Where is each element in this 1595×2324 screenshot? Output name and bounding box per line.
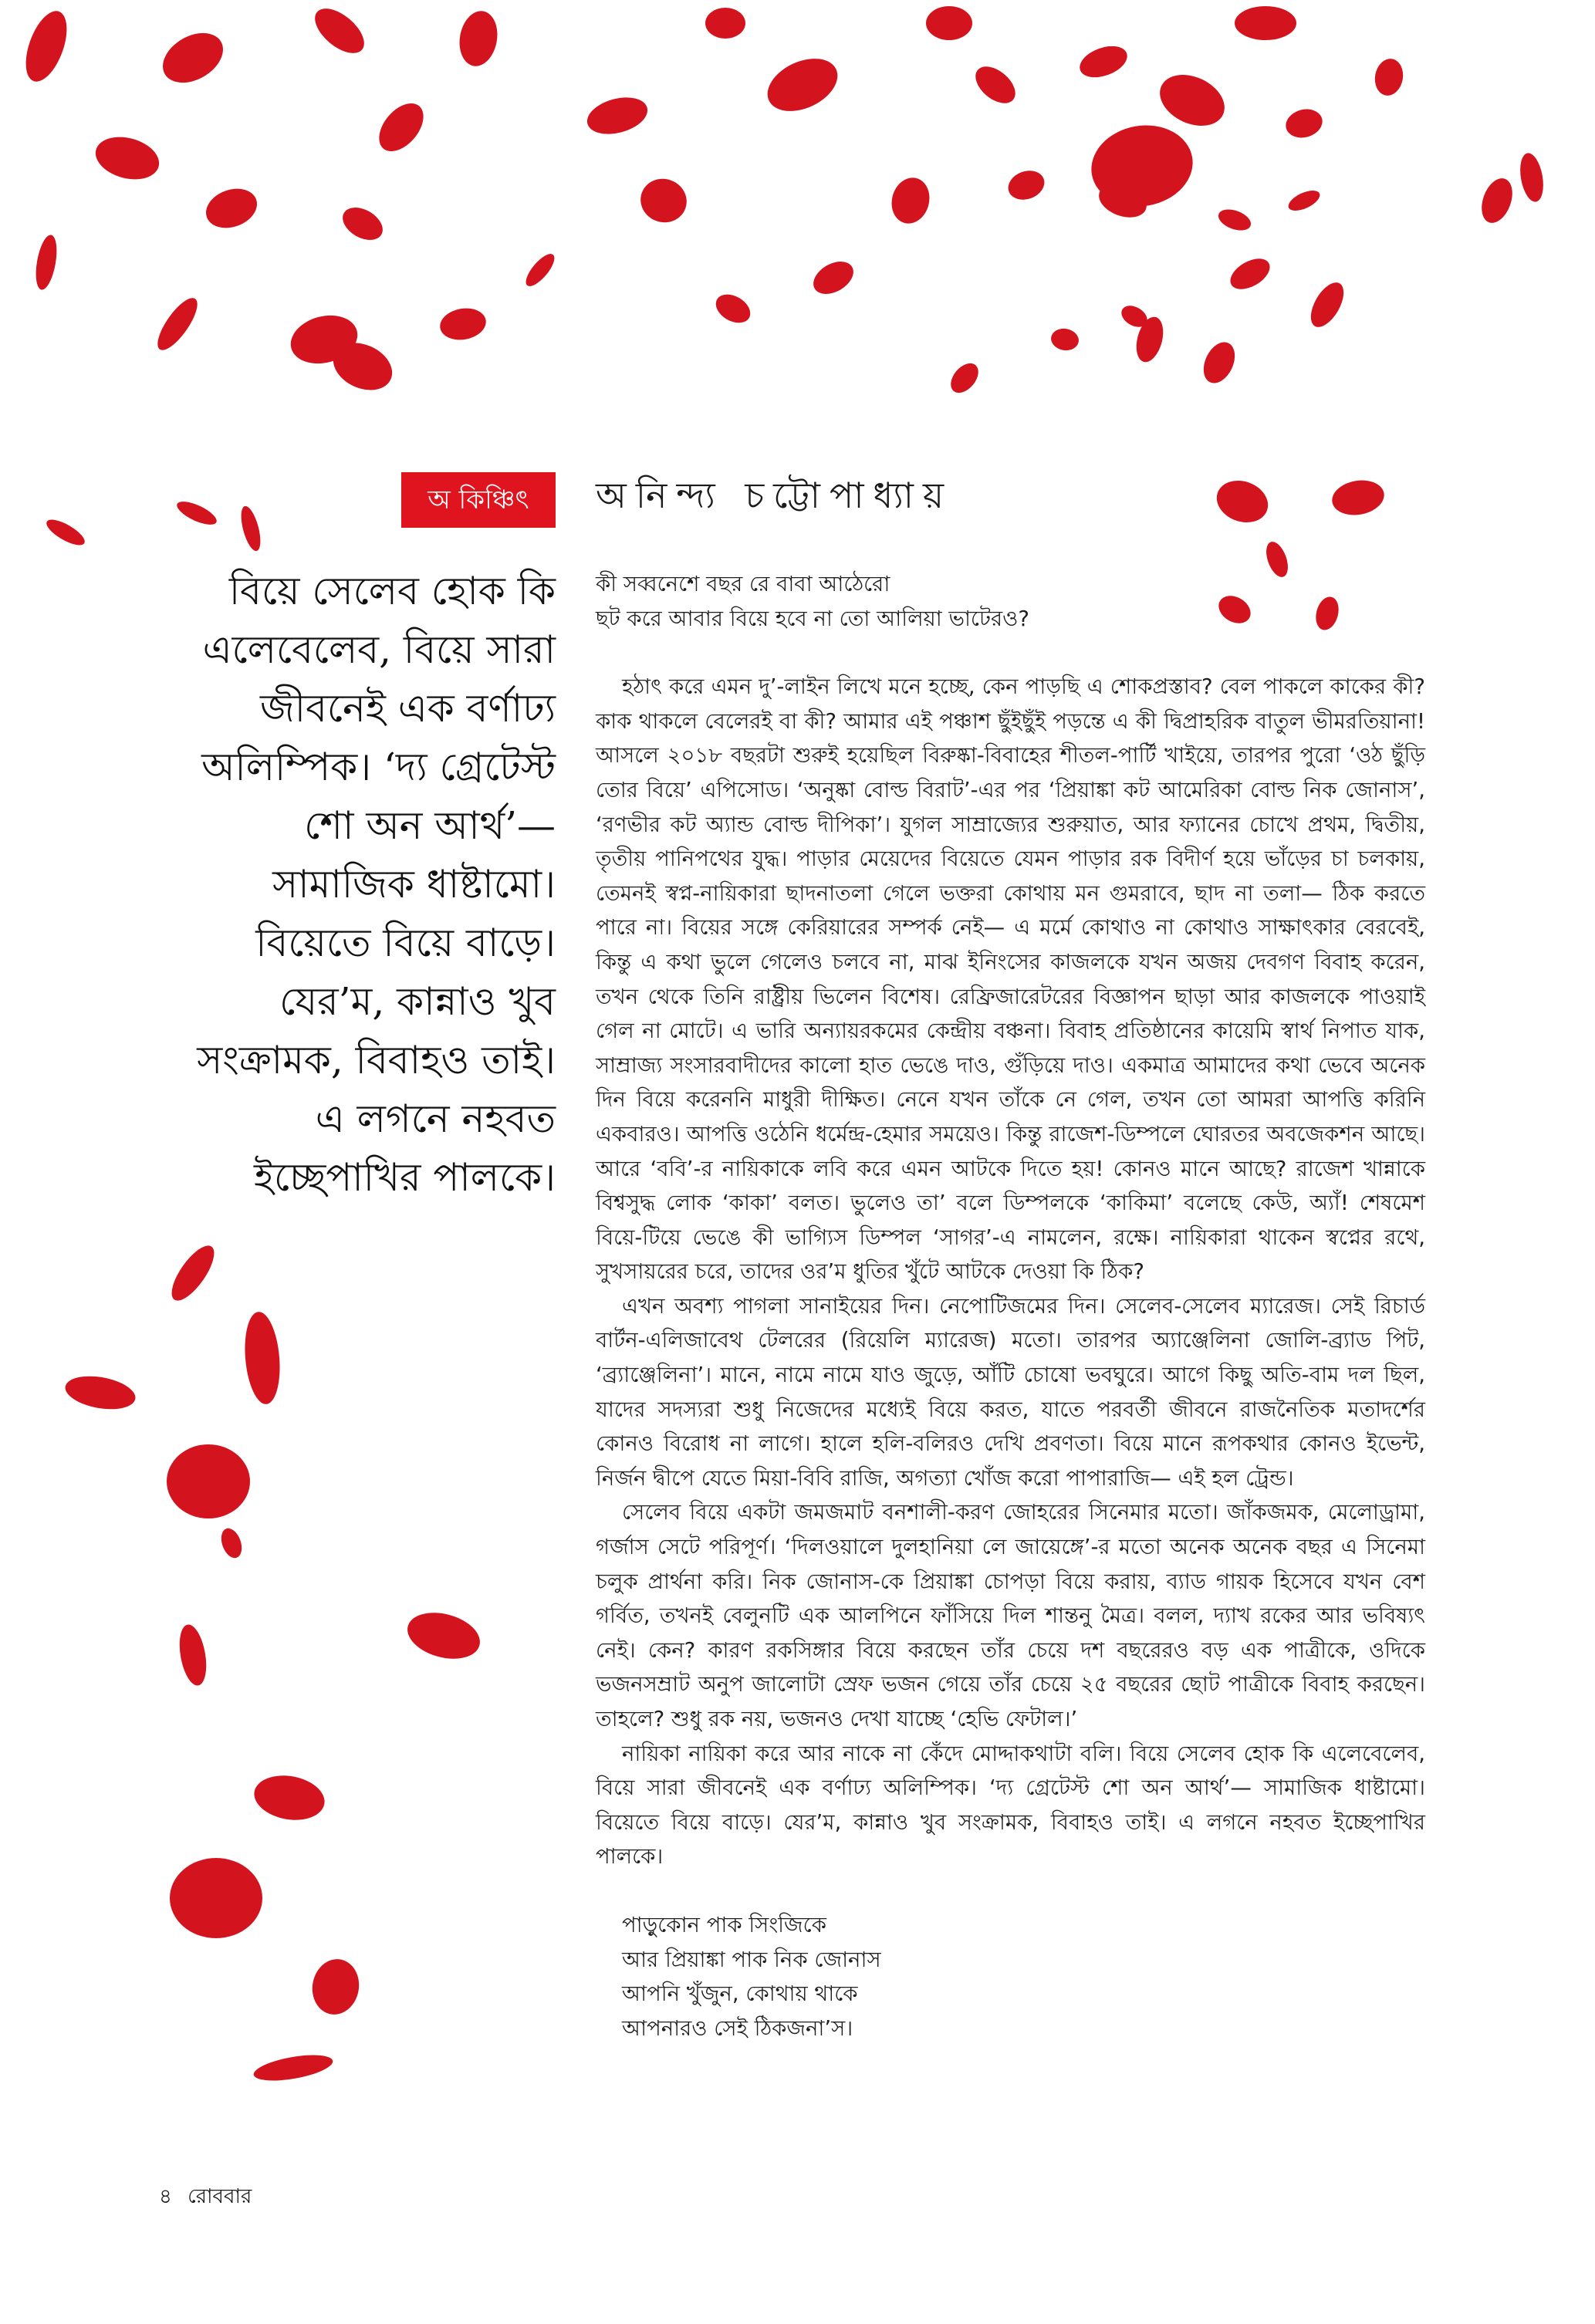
pull-quote-line: অলিম্পিক। ‘দ্য গ্রেটেস্ট: [201, 745, 556, 789]
section-tag: অ কিঞ্চিৎ: [401, 472, 556, 528]
pull-quote-line: এলেবেলেব, বিয়ে সারা: [202, 627, 556, 672]
pull-quote-line: সামাজিক ধাষ্টামো।: [272, 862, 556, 907]
magazine-name: রোববার: [188, 2185, 252, 2208]
pull-quote: [123, 562, 556, 1207]
pull-quote-line: ইচ্ছেপাখির পালকে।: [253, 1155, 556, 1200]
verse-line: পাড়ুকোন পাক সিংজিকে: [622, 1912, 826, 1937]
article-paragraph: নায়িকা নায়িকা করে আর নাকে না কেঁদে মোদ্দাকথাটা বলি। বিয়ে সেলেব হোক কি এলেবেলেব, বিয়ে সারা জীবনেই এক বর্ণাঢ্য অলিম্পিক। ‘দ্য গ্রেটেস্ট শো অন আর্থ’— সামাজিক ধাষ্টামো। বিয়েতে বিয়ে বাড়ে। যের’ম, কান্নাও খুব সংক্রামক, বিবাহও তাই। এ লগনে নহবত ইচ্ছেপাখির পালকে।: [596, 1741, 1425, 1870]
verse-line: কী সব্বনেশে বছর রে বাবা আঠেরো: [596, 572, 890, 596]
pull-quote-line: বিয়ে সেলেব হোক কি: [228, 569, 556, 613]
article-paragraph: হঠাৎ করে এমন দু’-লাইন লিখে মনে হচ্ছে, কেন পাড়ছি এ শোকপ্রস্তাব? বেল পাকলে কাকের কী? কাক থাকলে বেলেরই বা কী? আমার এই পঞ্চাশ ছুঁইছুঁই পড়ন্তে এ কী দ্বিপ্রাহরিক বাতুল ভীমরতিয়ানা! আসলে ২০১৮ বছরটা শুরুই হয়েছিল বিরুষ্কা-বিবাহের শীতল-পার্টি খাইয়ে, তারপর পুরো ‘ওঠ ছুঁড়ি তোর বিয়ে’ এপিসোড। ‘অনুষ্কা বোল্ড বিরাট’-এর পর ‘প্রিয়াঙ্কা কট আমেরিকা বোল্ড নিক জোনাস’, ‘রণভীর কট অ্যান্ড বোল্ড দীপিকা’। যুগল সাম্রাজ্যের শুরুয়াত, আর ফ্যানের চোখে প্রথম, দ্বিতীয়, তৃতীয় পানিপথের যুদ্ধ। পাড়ার মেয়েদের বিয়েতে যেমন পাড়ার রক বিদীর্ণ হয়ে ভাঁড়ের চা চলকায়, তেমনই স্বপ্ন-নায়িকারা ছাদনাতলা গেলে ভক্তরা কোথায় মন গুমরাবে, ছাদ না তলা— ঠিক করতে পারে না। বিয়ের সঙ্গে কেরিয়ারের সম্পর্ক নেই— এ মর্মে কোথাও না কোথাও সাক্ষাৎকার বেরবেই, কিন্তু এ কথা ভুলে গেলেও চলবে না, মাঝ ইনিংসের কাজলকে যখন অজয় দেবগণ বিবাহ করেন, তখন থেকে তিনি রাষ্ট্রীয় ভিলেন বিশেষ। রেফ্রিজারেটরের বিজ্ঞাপন ছাড়া আর কাজলকে পাওয়াই গেল না মোটে। এ ভারি অন্যায়রকমের কেন্দ্রীয় বঞ্চনা। বিবাহ প্রতিষ্ঠানের কায়েমি স্বার্থ নিপাত যাক, সাম্রাজ্য সংসারবাদীদের কালো হাত ভেঙে দাও, গুঁড়িয়ে দাও। একমাত্র আমাদের কথা ভেবে অনেক দিন বিয়ে করেননি মাধুরী দীক্ষিত। নেনে যখন তাঁকে নে গেল, তখন তো আমরা আপত্তি করিনি একবারও। আপত্তি ওঠেনি ধর্মেন্দ্র-হেমার সময়েও। কিন্তু রাজেশ-ডিম্পলে ঘোরতর অবজেকশন আছে। আরে ‘ববি’-র নায়িকাকে লবি করে এমন আটকে দিতে হয়! কোনও মানে আছে? রাজেশ খান্নাকে বিশ্বসুদ্ধ লোক ‘কাকা’ বলত। ভুলেও তা’ বলে ডিম্পলকে ‘কাকিমা’ বলেছে কেউ, অ্যাঁ! শেষমেশ বিয়ে-টিয়ে ভেঙে কী ভাগ্যিস ডিম্পল ‘সাগর’-এ নামলেন, রক্ষে। নায়িকারা থাকেন স্বপ্নের রথে, সুখসায়রের চরে, তাদের ওর’ম ধুতির খুঁটে আটকে দেওয়া কি ঠিক?: [596, 674, 1425, 1285]
verse-line: ছট করে আবার বিয়ে হবে না তো আলিয়া ভাটেরও?: [596, 606, 1029, 631]
pull-quote-line: শো অন আর্থ’—: [304, 803, 556, 848]
pull-quote-line: সংক্রামক, বিবাহও তাই।: [197, 1038, 556, 1083]
article-body: [596, 567, 1425, 2045]
opening-verse: [596, 567, 1425, 636]
verse-line: আপনি খুঁজুন, কোথায় থাকে: [622, 1981, 858, 2007]
page-number: ৪: [159, 2185, 172, 2208]
pull-quote-line: এ লগনে নহবত: [315, 1096, 556, 1141]
author-name: অনিন্দ্য চট্টোপাধ্যায়: [596, 475, 954, 516]
pull-quote-line: যের’ম, কান্নাও খুব: [279, 979, 556, 1024]
verse-line: আপনারও সেই ঠিকজনা’স।: [622, 2015, 853, 2041]
article-paragraph: সেলেব বিয়ে একটা জমজমাট বনশালী-করণ জোহরের সিনেমার মতো। জাঁকজমক, মেলোড্রামা, গর্জাস সেটে পরিপূর্ণ। ‘দিলওয়ালে দুলহানিয়া লে জায়েঙ্গে’-র মতো অনেক অনেক বছর এ সিনেমা চলুক প্রার্থনা করি। নিক জোনাস-কে প্রিয়াঙ্কা চোপড়া বিয়ে করায়, ব্যাড গায়ক হিসেবে যখন বেশ গর্বিত, তখনই বেলুনটি এক আলপিনে ফাঁসিয়ে দিল শান্তনু মৈত্র। বলল, দ্যাখ রকের আর ভবিষ্যৎ নেই। কেন? কারণ রকসিঙ্গার বিয়ে করছেন তাঁর চেয়ে দশ বছরেরও বড় এক পাত্রীকে, ওদিকে ভজনসম্রাট অনুপ জালোটা স্রেফ ভজন গেয়ে তাঁর চেয়ে ২৫ বছরের ছোট পাত্রীকে বিবাহ করছেন। তাহলে? শুধু রক নয়, ভজনও দেখা যাচ্ছে ‘হেভি ফেটাল।’: [596, 1500, 1425, 1731]
pull-quote-line: জীবনেই এক বর্ণাঢ্য: [260, 686, 556, 731]
pull-quote-line: বিয়েতে বিয়ে বাড়ে।: [255, 920, 556, 965]
article-paragraph: এখন অবশ্য পাগলা সানাইয়ের দিন। নেপোটিজমের দিন। সেলেব-সেলেব ম্যারেজ। সেই রিচার্ড বার্টন-এলিজাবেথ টেলরের (রিয়েলি ম্যারেজ) মতো। তারপর অ্যাঞ্জেলিনা জোলি-ব্র্যাড পিট, ‘ব্র্যাঞ্জেলিনা’। মানে, নামে নামে যাও জুড়ে, আঁটি চোষো ভবঘুরে। আগে কিছু অতি-বাম দল ছিল, যাদের সদস্যরা শুধু নিজেদের মধ্যেই বিয়ে করত, যাতে পরবর্তী জীবনে রাজনৈতিক মতাদর্শের কোনও বিরোধ না লাগে। হালে হলি-বলিরও দেখি প্রবণতা। বিয়ে মানে রূপকথার কোনও ইভেন্ট, নির্জন দ্বীপে যেতে মিয়া-বিবি রাজি, অগত্যা খোঁজ করো পাপারাজি— এই হল ট্রেন্ড।: [596, 1293, 1425, 1491]
page-footer: [159, 2180, 261, 2214]
closing-verse: [596, 1908, 1425, 2045]
verse-line: আর প্রিয়াঙ্কা পাক নিক জোনাস: [622, 1947, 881, 1972]
